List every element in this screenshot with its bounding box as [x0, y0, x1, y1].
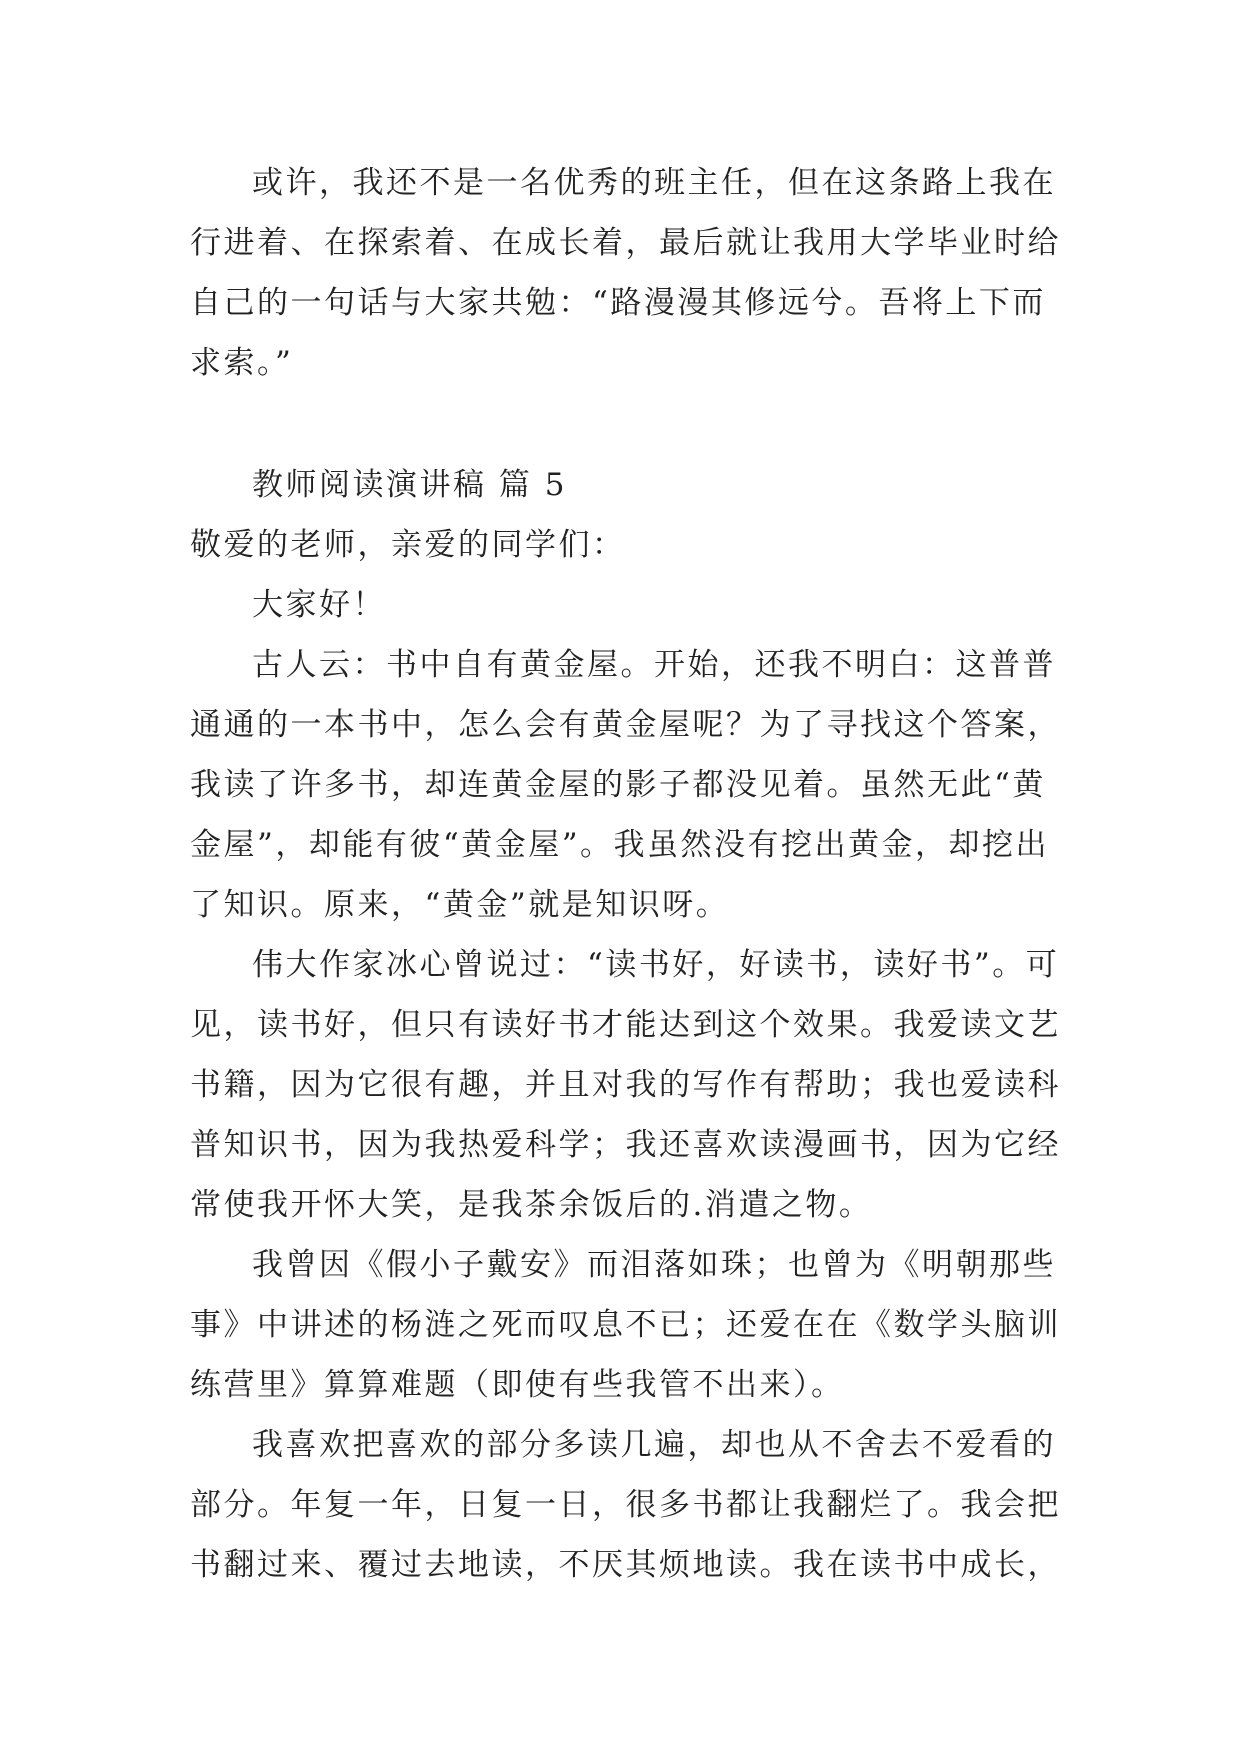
paragraph-line: 练营里》算算难题（即使有些我管不出来）。: [190, 1367, 845, 1403]
paragraph-line: 金屋”，却能有彼“黄金屋”。我虽然没有挖出黄金，却挖出: [190, 827, 1050, 863]
paragraph-line: 了知识。原来，“黄金”就是知识呀。: [190, 887, 730, 923]
paragraph-line: 或许，我还不是一名优秀的班主任，但在这条路上我在: [252, 165, 1056, 201]
paragraph-line: 见，读书好，但只有读好书才能达到这个效果。我爱读文艺: [190, 1007, 1061, 1043]
paragraph-line: 部分。年复一年，日复一日，很多书都让我翻烂了。我会把: [190, 1487, 1061, 1523]
paragraph-line: 求索。”: [190, 345, 294, 381]
paragraph-line: 事》中讲述的杨涟之死而叹息不已；还爱在在《数学头脑训: [190, 1307, 1061, 1343]
paragraph-line: 书籍，因为它很有趣，并且对我的写作有帮助；我也爱读科: [190, 1067, 1061, 1103]
greeting: 大家好！: [252, 587, 386, 623]
paragraph-line: 普知识书，因为我热爱科学；我还喜欢读漫画书，因为它经: [190, 1127, 1061, 1163]
paragraph-line: 自己的一句话与大家共勉：“路漫漫其修远兮。吾将上下而: [190, 285, 1046, 321]
paragraph-line: 常使我开怀大笑，是我茶余饭后的.消遣之物。: [190, 1187, 873, 1223]
paragraph-line: 书翻过来、覆过去地读，不厌其烦地读。我在读书中成长，: [190, 1547, 1061, 1583]
paragraph-line: 我读了许多书，却连黄金屋的影子都没见着。虽然无此“黄: [190, 767, 1046, 803]
paragraph-line: 伟大作家冰心曾说过：“读书好，好读书，读好书”。可: [252, 947, 1060, 983]
paragraph-line: 行进着、在探索着、在成长着，最后就让我用大学毕业时给: [190, 225, 1061, 261]
paragraph-line: 古人云：书中自有黄金屋。开始，还我不明白：这普普: [252, 647, 1056, 683]
paragraph-line: 通通的一本书中，怎么会有黄金屋呢？为了寻找这个答案，: [190, 707, 1061, 743]
section-heading: 教师阅读演讲稿 篇 5: [252, 467, 567, 503]
paragraph-line: 我曾因《假小子戴安》而泪落如珠；也曾为《明朝那些: [252, 1247, 1056, 1283]
paragraph-line: 我喜欢把喜欢的部分多读几遍，却也从不舍去不爱看的: [252, 1427, 1056, 1463]
salutation: 敬爱的老师，亲爱的同学们：: [190, 527, 626, 563]
